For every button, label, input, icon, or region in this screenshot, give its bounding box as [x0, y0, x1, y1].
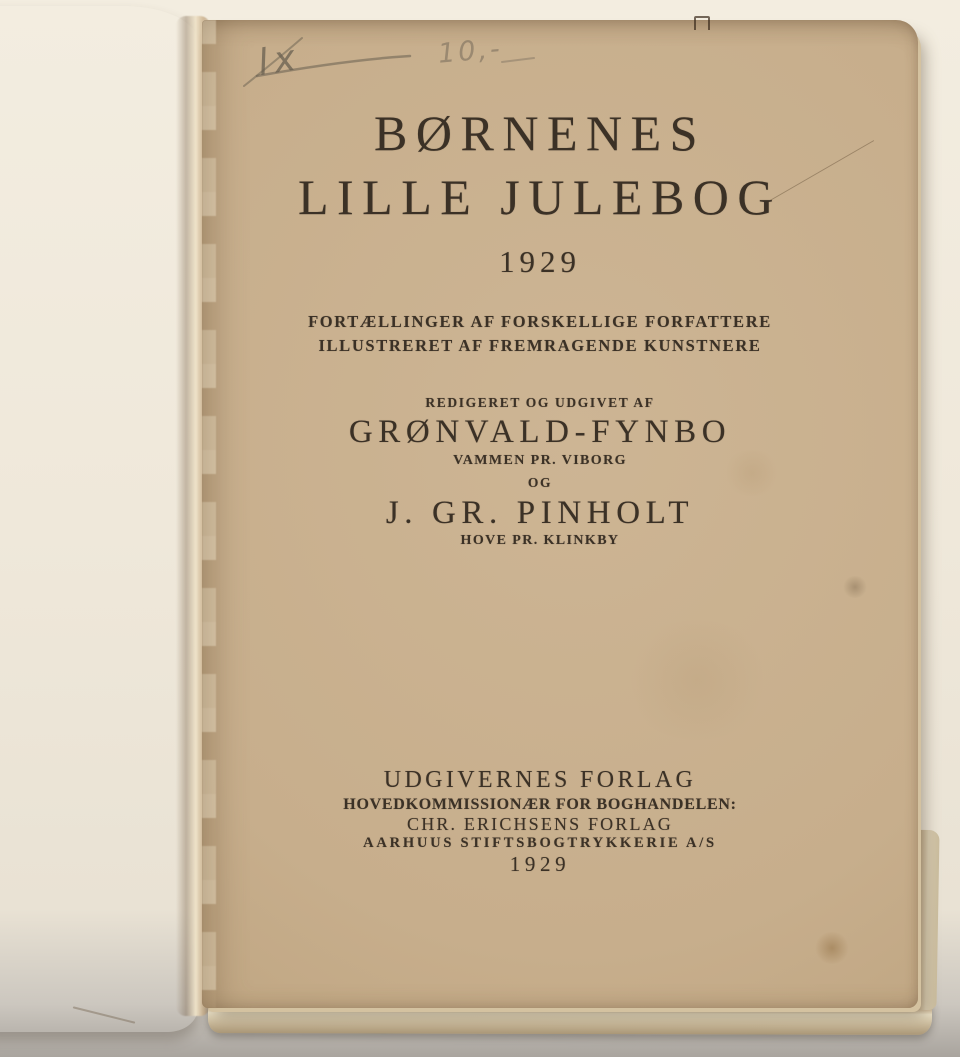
pencil-mark: lx	[255, 36, 305, 85]
commission-publisher: CHR. ERICHSENS FORLAG	[407, 814, 673, 834]
book-title-line1: BØRNENES	[374, 105, 706, 161]
printer-name: AARHUUS STIFTSBOGTRYKKERIE A/S	[363, 835, 717, 851]
smudge-spot	[842, 576, 868, 598]
publisher-name: UDGIVERNES FORLAG	[383, 767, 697, 793]
book-title-line2: LILLE JULEBOG	[297, 169, 783, 225]
conjunction-og: OG	[527, 475, 553, 490]
editor1-location: VAMMEN PR. VIBORG	[453, 453, 627, 468]
staple-mark	[694, 16, 710, 30]
stain-spot	[814, 932, 850, 964]
print-year: 1929	[509, 852, 571, 876]
title-page	[202, 20, 918, 1008]
edition-year: 1929	[499, 244, 581, 279]
subtitle-line1: FORTÆLLINGER AF FORSKELLIGE FORFATTERE	[308, 312, 772, 331]
edited-by-label: REDIGERET OG UDGIVET AF	[425, 395, 655, 410]
editor2-location: HOVE PR. KLINKBY	[460, 533, 620, 548]
paper-mottling	[622, 620, 772, 740]
subtitle-line2: ILLUSTRERET AF FREMRAGENDE KUNSTNERE	[318, 336, 762, 355]
editor1-name: GRØNVALD-FYNBO	[348, 414, 732, 450]
commission-label: HOVEDKOMMISSIONÆR FOR BOGHANDELEN:	[343, 796, 737, 813]
editor2-name: J. GR. PINHOLT	[385, 495, 695, 531]
pencil-price-mark: 10,-	[436, 33, 504, 70]
